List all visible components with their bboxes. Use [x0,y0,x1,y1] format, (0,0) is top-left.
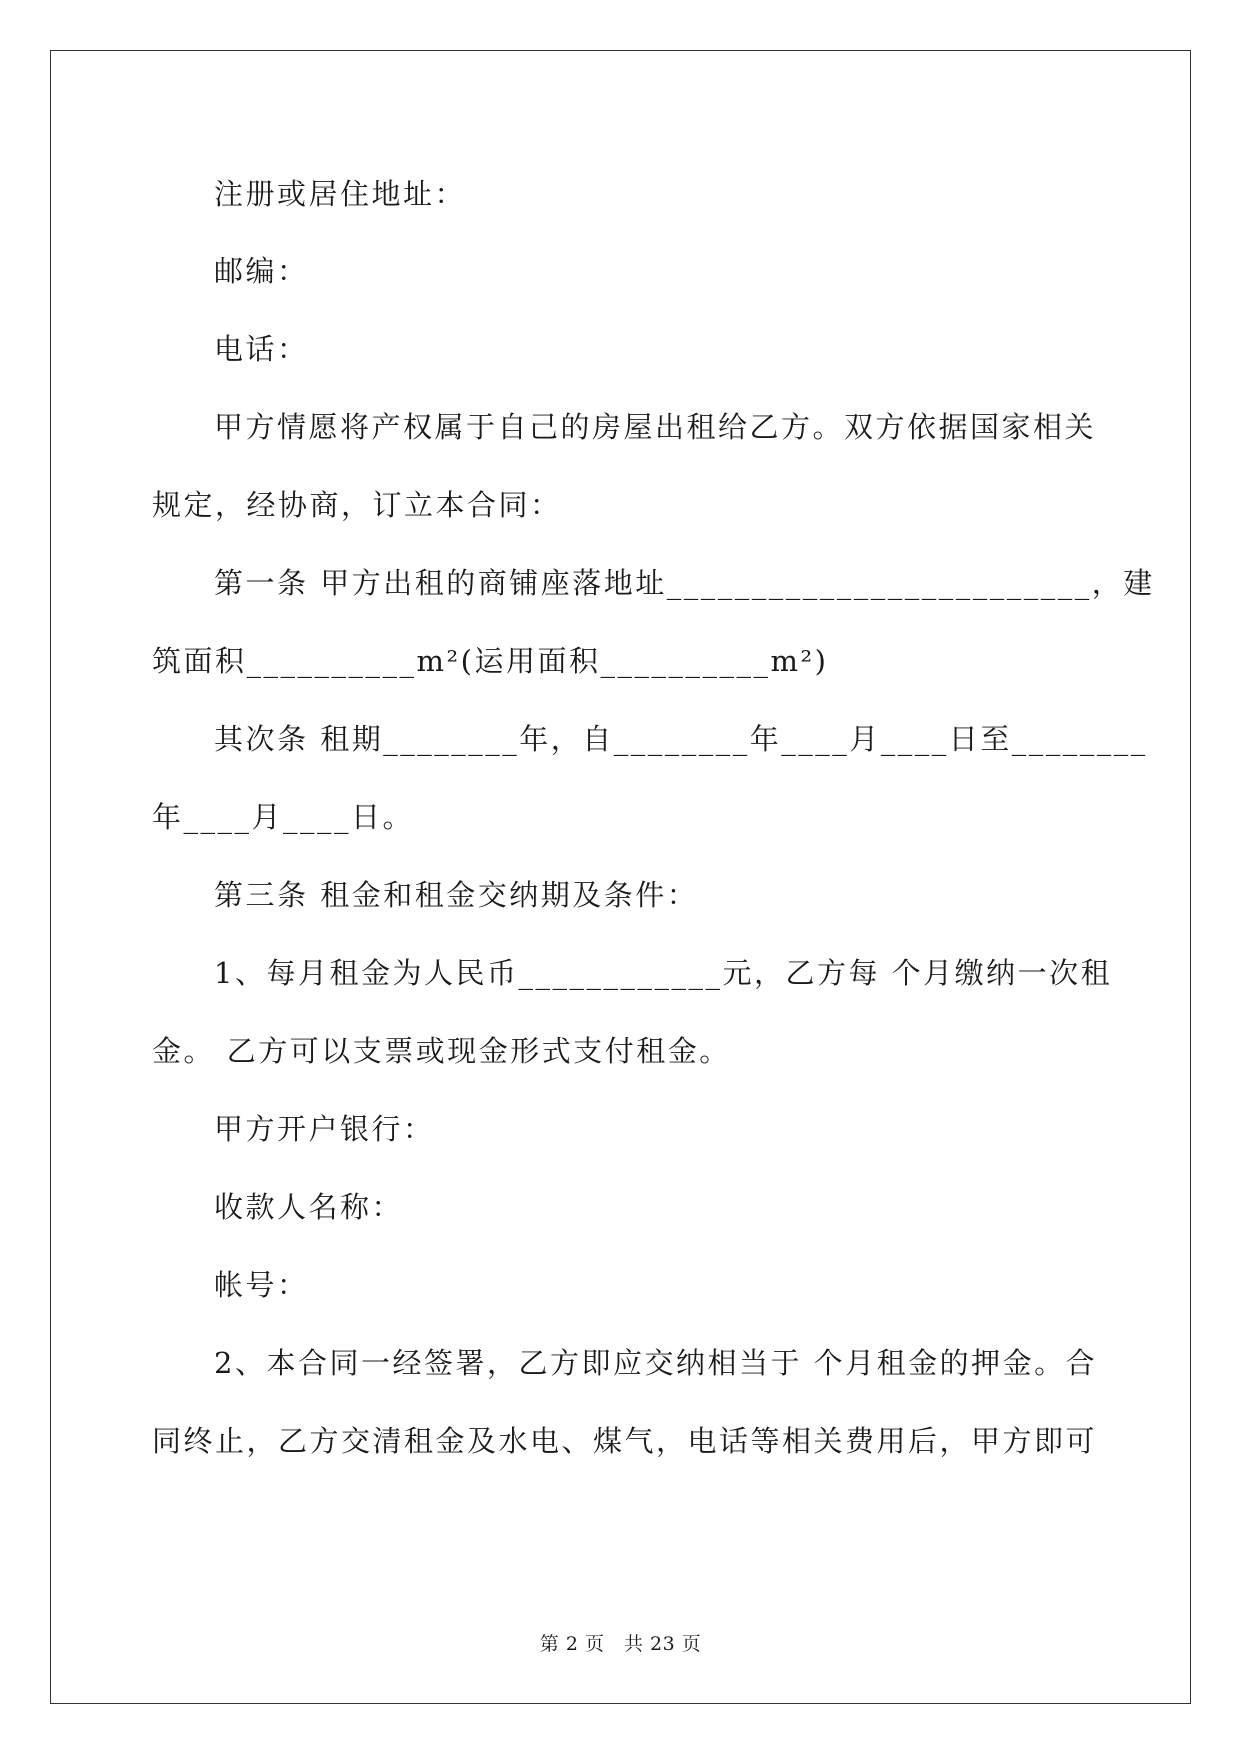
rent-clause-line-2: 金。 乙方可以支票或现金形式支付租金。 [152,1034,731,1068]
address-label: 注册或居住地址： [214,177,467,211]
intro-paragraph-line-1: 甲方情愿将产权属于自己的房屋出租给乙方。双方依据国家相关 [214,410,1097,444]
rent-clause-line-1: 1、每月租金为人民币____________元，乙方每 个月缴纳一次租 [214,956,1113,990]
article-2-line-2: 年____月____日。 [152,800,415,834]
deposit-clause-line-1: 2、本合同一经签署，乙方即应交纳相当于 个月租金的押金。合 [214,1346,1098,1380]
postcode-label: 邮编： [214,254,309,288]
account-label: 帐号： [214,1268,309,1302]
intro-paragraph-line-2: 规定，经协商，订立本合同： [152,488,562,522]
deposit-clause-line-2: 同终止，乙方交清租金及水电、煤气，电话等相关费用后，甲方即可 [152,1424,1098,1458]
payee-label: 收款人名称： [214,1190,404,1224]
page-number: 第 2 页 共 23 页 [539,1633,702,1655]
article-2-line-1: 其次条 租期________年，自________年____月____日至________ [214,722,1148,756]
phone-label: 电话： [214,332,309,366]
bank-label: 甲方开户银行： [214,1112,435,1146]
article-1-line-2: 筑面积__________m²(运用面积__________m²) [152,644,829,678]
article-3-heading: 第三条 租金和租金交纳期及条件： [214,878,699,912]
article-1-line-1: 第一条 甲方出租的商铺座落地址_________________________，建 [214,566,1155,600]
